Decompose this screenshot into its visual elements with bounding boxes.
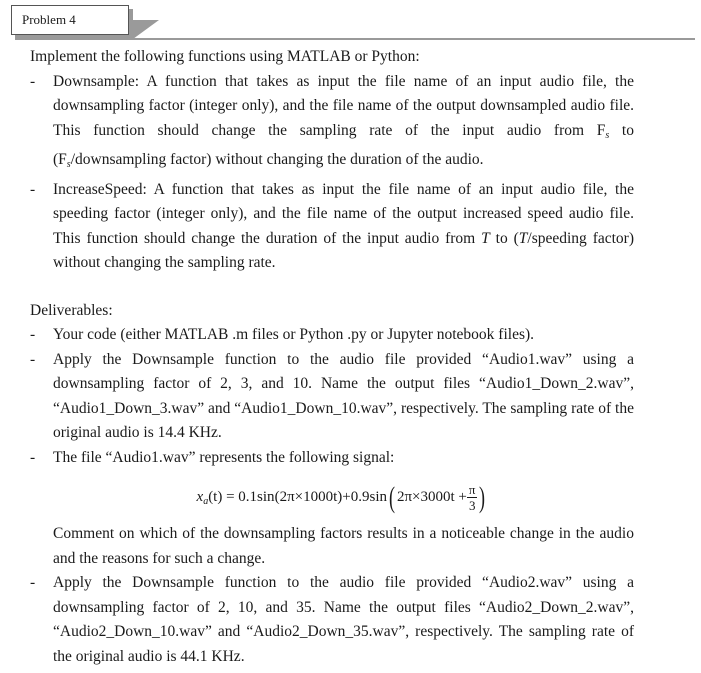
deliverables-heading: Deliverables:	[30, 301, 113, 319]
list-dash: -	[30, 448, 36, 466]
deliverable-audio1: - Apply the Downsample function to the audio file provided “Audio1.wav” using a downsampling factor of 2, 3, and 10. Name the output files “Audio1_Down_2.wav”, “Audio1_Down_3.wav” and “Audio1_Down_10.wav”, respectively. The sampling rate of the original audio is 14.4 KHz.	[30, 348, 634, 446]
problem-body	[30, 45, 634, 669]
list-dash: -	[30, 72, 36, 90]
deliverable-signal: - The file “Audio1.wav” represents the following signal:	[30, 446, 634, 471]
pi-over-3: $\frac{\pi}{3}$	[468, 482, 476, 514]
list-dash: -	[30, 326, 36, 343]
deliverable-audio2: - Apply the Downsample function to the audio file provided “Audio2.wav” using a downsampling factor of 2, 10, and 35. Name the output files “Audio2_Down_2.wav”, “Audio2_Down_10.wav” and “Audio2_Down_35.wav”, respectively. The sampling rate of the original audio is 44.1 KHz.	[30, 571, 634, 669]
header-rule-wedge	[133, 20, 159, 39]
signal-comment: Comment on which of the downsampling factors results in a noticeable change in the audio and the reasons for such a change.	[53, 525, 634, 567]
function-downsample: - Downsample: A function that takes as input the file name of an input audio file, the downsampling factor (integer only), and the file name of the output downsampled audio file. This function should change the sampling rate of the input audio from $F_s$ to ($F_s$/downsampling factor) without changing the duration of the audio.	[30, 70, 634, 178]
function-increasespeed: - IncreaseSpeed: A function that takes as input the file name of an input audio file, the speeding factor (integer only), and the file name of the output increased speed audio file. This function should change the duration of the input audio from T to (T/speeding factor) without changing the sampling rate.	[30, 178, 634, 276]
list-dash: -	[30, 180, 36, 198]
problem-label: Problem 4	[11, 5, 129, 35]
list-dash: -	[30, 574, 36, 591]
list-dash: -	[30, 350, 36, 368]
signal-equation: $x_a(t) = 0.1\sin(2\pi\times 1000t)+0.9\sin$( 2π×3000t + $\frac{\pi}{3}$ )	[196, 480, 486, 514]
intro-text: Implement the following functions using MATLAB or Python:	[30, 48, 420, 65]
deliverable-code: - Your code (either MATLAB .m files or Python .py or Jupyter notebook files).	[30, 323, 634, 348]
